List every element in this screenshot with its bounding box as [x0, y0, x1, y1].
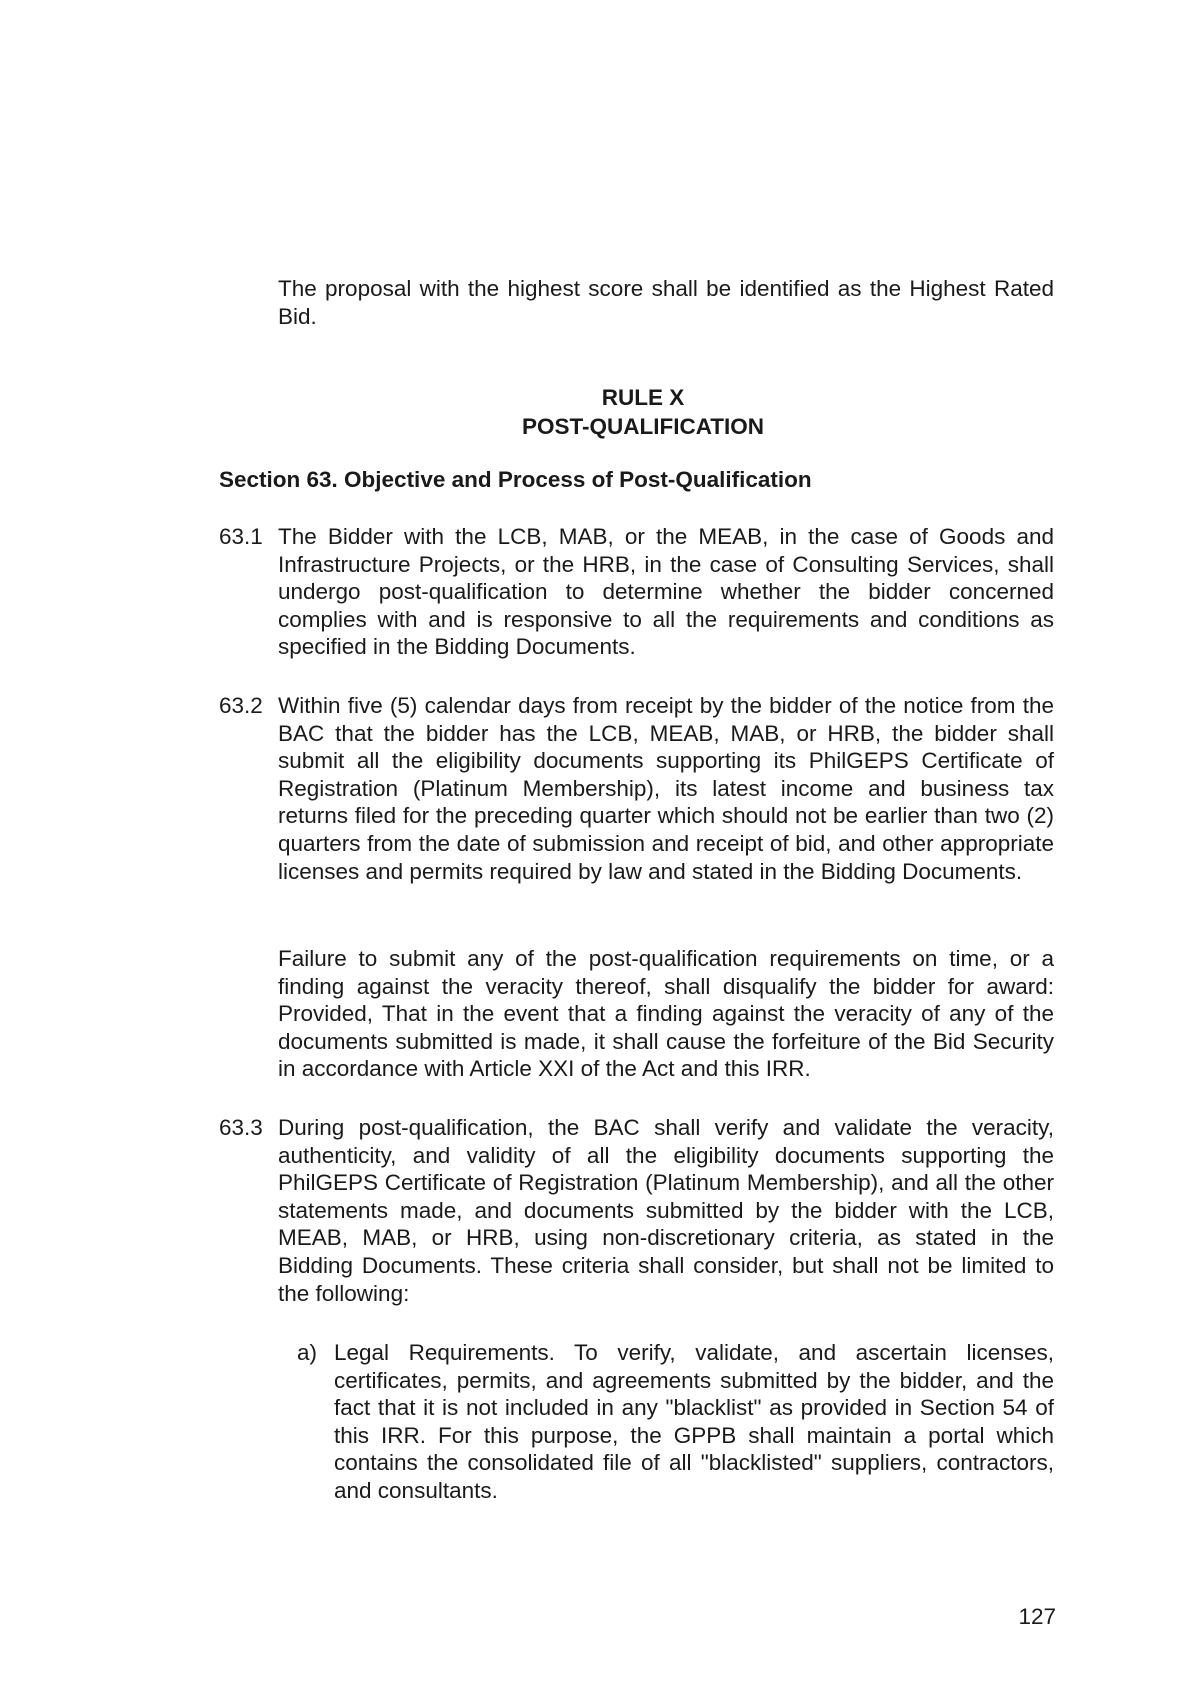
clause-63-3 [219, 1114, 1054, 1307]
clause-63-2-followup: Failure to submit any of the post-qualification requirements on time, or a finding against the veracity thereof, shall disqualify the bidder for award: Provided, That in the event that a finding against the veracity of any of the documents submitted is made, it shall cause the forfeiture of the Bid Security in accordance with Article XXI of the Act and this IRR. [278, 946, 1054, 1082]
list-item-letter: a) [297, 1340, 318, 1365]
list-item-text: Legal Requirements. To verify, validate, and ascertain licenses, certificates, permits, and agreements submitted by the bidder, and the fact that it is not included in any "blacklist" as provided in Section 54 of this IRR. For this purpose, the GPPB shall maintain a portal which contains the consolidated file of all "blacklisted" suppliers, contractors, and consultants. [334, 1340, 1054, 1503]
clause-63-2 [219, 692, 1054, 885]
section-heading: Section 63. Objective and Process of Post-Qualification [219, 467, 812, 492]
clause-number: 63.2 [219, 693, 263, 718]
clause-text: The Bidder with the LCB, MAB, or the MEAB, in the case of Goods and Infrastructure Projects, or the HRB, in the case of Consulting Services, shall undergo post-qualification to determine whether the bidder concerned complies with and is responsive to all the requirements and conditions as specified in the Bidding Documents. [278, 524, 1054, 660]
page-number: 127 [1018, 1604, 1056, 1629]
clause-text: During post-qualification, the BAC shall verify and validate the veracity, authenticity, and validity of all the eligibility documents supporting the PhilGEPS Certificate of Registration (Platinum Membership), and all the other statements made, and documents submitted by the bidder with the LCB, MEAB, MAB, or HRB, using non-discretionary criteria, as stated in the Bidding Documents. These criteria shall consider, but shall not be limited to the following: [278, 1115, 1054, 1306]
rule-title: POST-QUALIFICATION [521, 414, 765, 439]
list-item-a [297, 1339, 1054, 1505]
clause-text: Within five (5) calendar days from receipt by the bidder of the notice from the BAC that the bidder has the LCB, MEAB, MAB, or HRB, the bidder shall submit all the eligibility documents supporting its PhilGEPS Certificate of Registration (Platinum Membership), its latest income and business tax returns filed for the preceding quarter which should not be earlier than two (2) quarters from the date of submission and receipt of bid, and other appropriate licenses and permits required by law and stated in the Bidding Documents. [278, 693, 1054, 884]
clause-63-1 [219, 523, 1054, 661]
clause-number: 63.1 [219, 524, 263, 549]
intro-paragraph: The proposal with the highest score shall be identified as the Highest Rated Bid. [278, 276, 1054, 329]
rule-number: RULE X [601, 385, 685, 410]
clause-number: 63.3 [219, 1115, 263, 1140]
